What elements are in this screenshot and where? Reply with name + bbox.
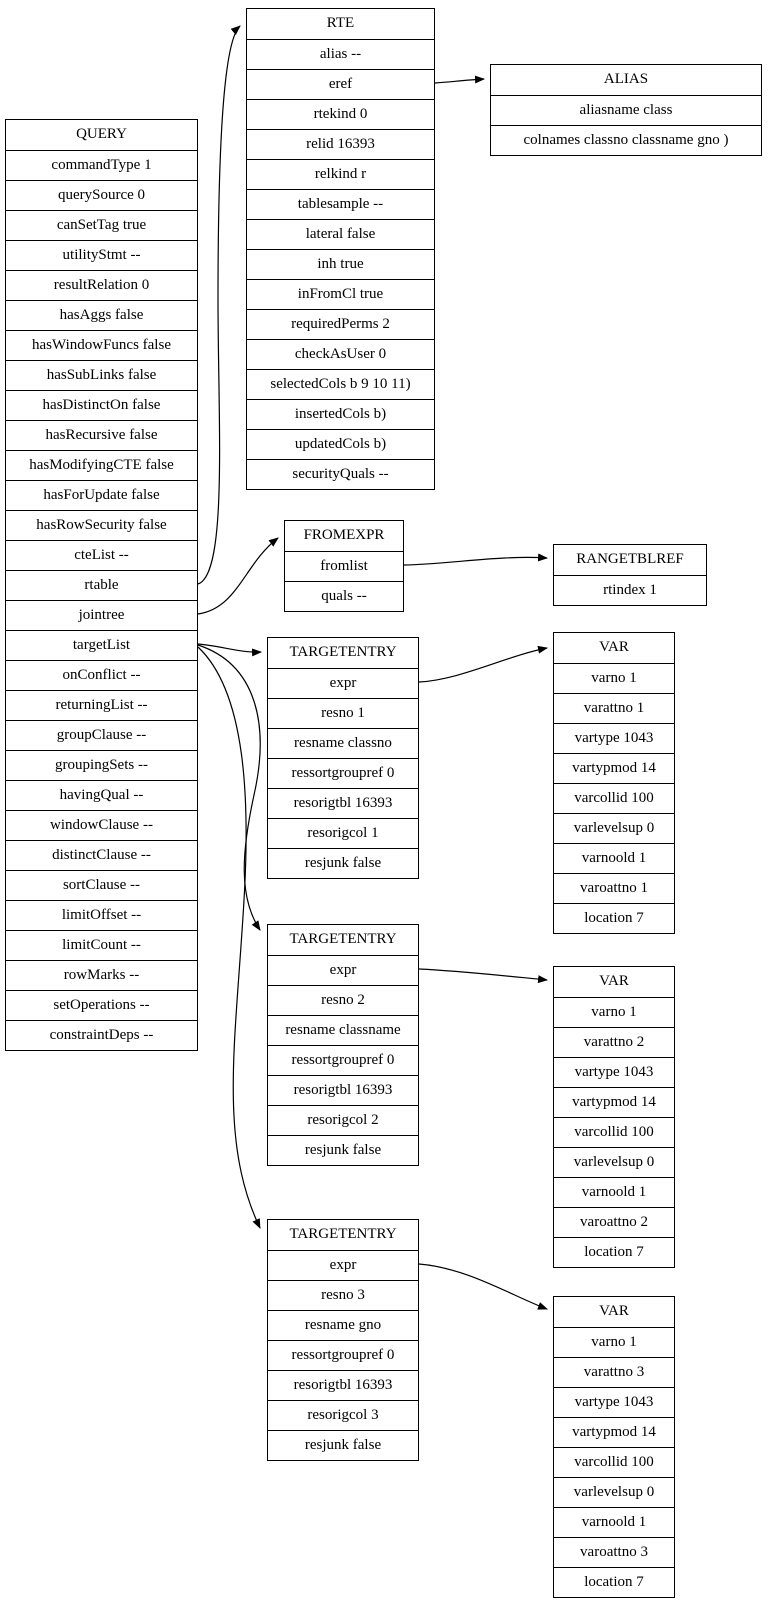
node-title: TARGETENTRY	[289, 931, 397, 947]
edge-rte-eref-to-alias	[435, 79, 484, 83]
node-row: varlevelsup 0	[554, 1477, 674, 1507]
node-query	[5, 119, 198, 1051]
node-title: FROMEXPR	[303, 527, 385, 543]
node-row: varcollid 100	[554, 1117, 674, 1147]
node-row: hasRowSecurity false	[6, 510, 197, 540]
node-row: utilityStmt --	[6, 240, 197, 270]
node-row: tablesample --	[247, 189, 434, 219]
node-row: rowMarks --	[6, 960, 197, 990]
node-row: varlevelsup 0	[554, 1147, 674, 1177]
node-row: relkind r	[247, 159, 434, 189]
node-row: resno 3	[268, 1280, 418, 1310]
node-row: ressortgroupref 0	[268, 1340, 418, 1370]
node-row: hasForUpdate false	[6, 480, 197, 510]
node-row: distinctClause --	[6, 840, 197, 870]
node-row: hasDistinctOn false	[6, 390, 197, 420]
node-rangetblref	[553, 544, 707, 606]
node-row: vartype 1043	[554, 723, 674, 753]
node-row: insertedCols b)	[247, 399, 434, 429]
edge-query-targetlist-to-targetentry-2	[198, 645, 260, 930]
node-row: rtable	[6, 570, 197, 600]
node-title: VAR	[599, 1303, 629, 1319]
node-row: colnames classno classname gno )	[491, 125, 761, 155]
node-row: windowClause --	[6, 810, 197, 840]
node-row: cteList --	[6, 540, 197, 570]
node-row: resno 2	[268, 985, 418, 1015]
node-row: aliasname class	[491, 95, 761, 125]
node-row: returningList --	[6, 690, 197, 720]
node-targetentry-3	[267, 1219, 419, 1461]
node-row: groupClause --	[6, 720, 197, 750]
node-row: resorigtbl 16393	[268, 1370, 418, 1400]
node-row: varattno 3	[554, 1357, 674, 1387]
edge-targetentry-1-expr-to-var-1	[419, 648, 547, 682]
node-targetentry-2	[267, 924, 419, 1166]
node-row: alias --	[247, 39, 434, 69]
node-row: onConflict --	[6, 660, 197, 690]
edge-query-targetlist-to-targetentry-3	[198, 647, 260, 1228]
node-row: hasRecursive false	[6, 420, 197, 450]
node-title: TARGETENTRY	[289, 1226, 397, 1242]
node-row: resname classname	[268, 1015, 418, 1045]
node-row: relid 16393	[247, 129, 434, 159]
node-var-1	[553, 632, 675, 934]
node-row: resname classno	[268, 728, 418, 758]
node-row: resorigcol 2	[268, 1105, 418, 1135]
node-row: vartype 1043	[554, 1057, 674, 1087]
node-row: varno 1	[554, 997, 674, 1027]
node-title: RANGETBLREF	[576, 551, 684, 567]
node-row: resname gno	[268, 1310, 418, 1340]
node-row: quals --	[285, 581, 403, 611]
node-row: vartypmod 14	[554, 1417, 674, 1447]
node-row: eref	[247, 69, 434, 99]
node-row: inh true	[247, 249, 434, 279]
edge-query-jointree-to-fromexpr	[198, 538, 278, 614]
node-row: requiredPerms 2	[247, 309, 434, 339]
node-row: setOperations --	[6, 990, 197, 1020]
node-row: expr	[268, 1250, 418, 1280]
node-row: selectedCols b 9 10 11)	[247, 369, 434, 399]
node-title: ALIAS	[603, 71, 649, 87]
node-row: location 7	[554, 1237, 674, 1267]
node-row: lateral false	[247, 219, 434, 249]
node-row: location 7	[554, 903, 674, 933]
edge-targetentry-2-expr-to-var-2	[419, 969, 547, 980]
node-row: resjunk false	[268, 1430, 418, 1460]
node-row: varoattno 2	[554, 1207, 674, 1237]
node-row: varoattno 1	[554, 873, 674, 903]
edge-fromexpr-fromlist-to-rangetblref	[404, 557, 547, 565]
node-row: checkAsUser 0	[247, 339, 434, 369]
node-row: varno 1	[554, 663, 674, 693]
node-row: resjunk false	[268, 848, 418, 878]
node-title: TARGETENTRY	[289, 644, 397, 660]
node-row: varattno 1	[554, 693, 674, 723]
node-row: vartypmod 14	[554, 1087, 674, 1117]
node-row: varnoold 1	[554, 843, 674, 873]
node-row: groupingSets --	[6, 750, 197, 780]
node-row: rtekind 0	[247, 99, 434, 129]
node-targetentry-1	[267, 637, 419, 879]
node-row: limitOffset --	[6, 900, 197, 930]
node-fromexpr	[284, 520, 404, 612]
node-row: sortClause --	[6, 870, 197, 900]
node-alias	[490, 64, 762, 156]
node-row: updatedCols b)	[247, 429, 434, 459]
node-row: expr	[268, 955, 418, 985]
node-row: varoattno 3	[554, 1537, 674, 1567]
node-row: varcollid 100	[554, 783, 674, 813]
node-row: varno 1	[554, 1327, 674, 1357]
node-row: resorigcol 3	[268, 1400, 418, 1430]
node-row: vartype 1043	[554, 1387, 674, 1417]
node-title: VAR	[599, 639, 629, 655]
node-row: limitCount --	[6, 930, 197, 960]
node-row: hasAggs false	[6, 300, 197, 330]
node-row: constraintDeps --	[6, 1020, 197, 1050]
edge-query-rtable-to-rte	[198, 26, 240, 584]
node-row: rtindex 1	[554, 575, 706, 605]
node-row: securityQuals --	[247, 459, 434, 489]
node-row: varnoold 1	[554, 1177, 674, 1207]
node-var-2	[553, 966, 675, 1268]
node-row: hasSubLinks false	[6, 360, 197, 390]
node-title: QUERY	[76, 126, 127, 142]
node-row: resorigtbl 16393	[268, 1075, 418, 1105]
node-row: hasWindowFuncs false	[6, 330, 197, 360]
node-row: fromlist	[285, 551, 403, 581]
node-var-3	[553, 1296, 675, 1598]
node-row: resorigcol 1	[268, 818, 418, 848]
node-row: querySource 0	[6, 180, 197, 210]
node-row: havingQual --	[6, 780, 197, 810]
node-row: ressortgroupref 0	[268, 1045, 418, 1075]
node-row: resjunk false	[268, 1135, 418, 1165]
node-row: ressortgroupref 0	[268, 758, 418, 788]
edge-targetentry-3-expr-to-var-3	[419, 1264, 547, 1309]
node-row: resultRelation 0	[6, 270, 197, 300]
node-rte	[246, 8, 435, 490]
node-row: location 7	[554, 1567, 674, 1597]
node-row: canSetTag true	[6, 210, 197, 240]
node-row: commandType 1	[6, 150, 197, 180]
node-row: jointree	[6, 600, 197, 630]
node-row: varattno 2	[554, 1027, 674, 1057]
node-row: inFromCl true	[247, 279, 434, 309]
node-title: RTE	[326, 15, 355, 31]
node-row: varlevelsup 0	[554, 813, 674, 843]
node-row: resno 1	[268, 698, 418, 728]
node-row: expr	[268, 668, 418, 698]
node-row: targetList	[6, 630, 197, 660]
node-row: resorigtbl 16393	[268, 788, 418, 818]
node-row: vartypmod 14	[554, 753, 674, 783]
node-row: hasModifyingCTE false	[6, 450, 197, 480]
node-row: varcollid 100	[554, 1447, 674, 1477]
node-title: VAR	[599, 973, 629, 989]
node-row: varnoold 1	[554, 1507, 674, 1537]
